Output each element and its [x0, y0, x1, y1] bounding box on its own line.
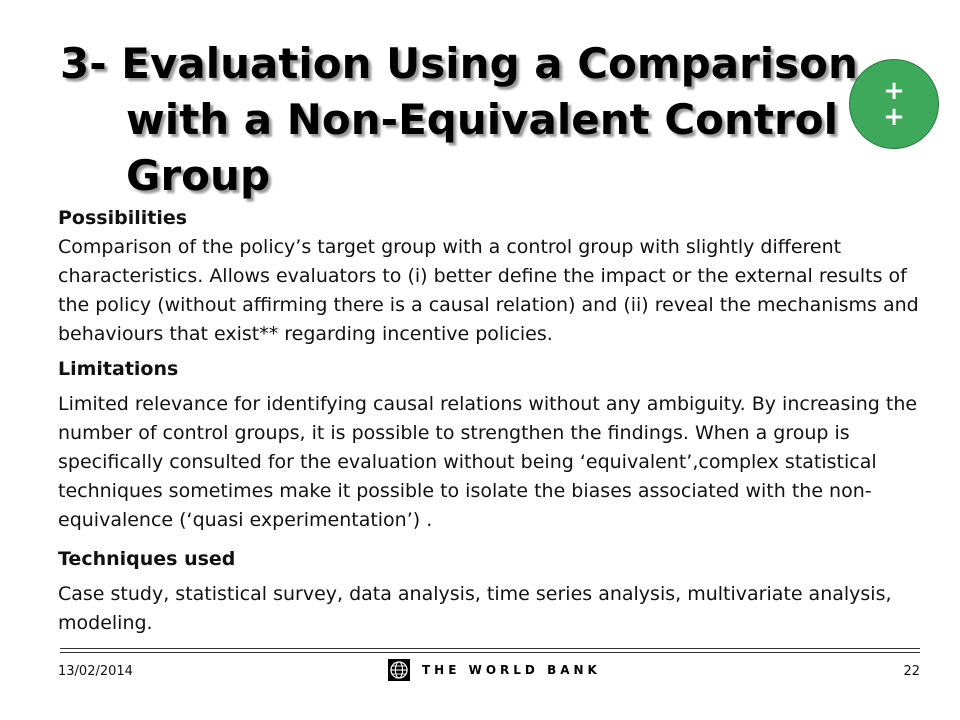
world-bank-logo	[388, 659, 601, 681]
badge-line-1: +	[883, 76, 905, 106]
slide-title-line-1: 3- Evaluation Using a Comparison	[60, 39, 858, 88]
limitations-heading: Limitations	[58, 358, 179, 380]
limitations-text: Limited relevance for identifying causal relations without any ambiguity. By increasing the number of control groups, it is possible to strengthen the findings. When a group is specifically consulted for the evaluation without being ‘equivalent’,complex statistical techniques sometimes make it possible to isolate the biases associated with the non-equivalence (‘quasi experimentation’) .	[58, 393, 918, 531]
world-bank-logo-text: THE WORLD BANK	[422, 663, 601, 677]
badge-line-2: +	[883, 102, 905, 132]
plus-plus-badge	[849, 59, 939, 149]
footer-divider-top	[60, 648, 920, 649]
world-bank-emblem-icon	[388, 659, 410, 681]
possibilities-heading: Possibilities	[58, 207, 188, 229]
slide-title	[60, 36, 860, 204]
slide-title-line-2: with a Non-Equivalent Control	[126, 95, 838, 144]
footer-divider-bottom	[60, 652, 920, 653]
slide-title-line-3: Group	[126, 151, 271, 200]
slide-content	[58, 204, 938, 638]
techniques-heading: Techniques used	[58, 548, 236, 570]
footer-date: 13/02/2014	[58, 664, 133, 679]
techniques-text: Case study, statistical survey, data analysis, time series analysis, multivariate analysis, modeling.	[58, 583, 892, 634]
page-number: 22	[903, 664, 920, 679]
possibilities-text: Comparison of the policy’s target group with a control group with slightly different characteristics. Allows evaluators to (i) better define the impact or the external results of the policy (without affirming there is a causal relation) and (ii) reveal the mechanisms and behaviours that exist** regarding incentive policies.	[58, 236, 919, 345]
